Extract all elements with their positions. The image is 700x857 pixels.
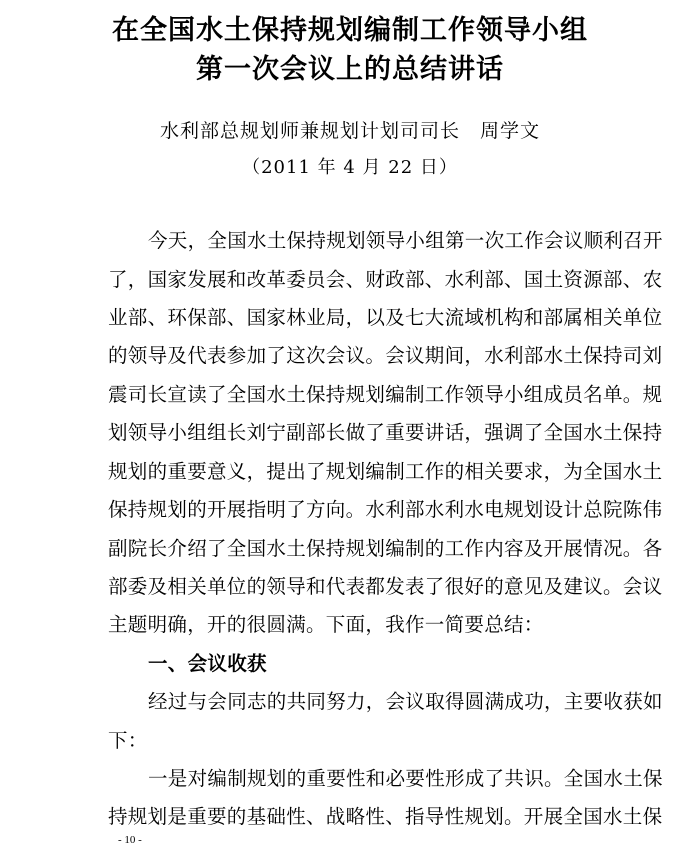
body-line: 主题明确，开的很圆满。下面，我作一简要总结：: [108, 613, 544, 636]
body-line: 部委及相关单位的领导和代表都发表了很好的意见及建议。会议: [108, 575, 663, 598]
body-line: 划领导小组组长刘宁副部长做了重要讲话，强调了全国水土保持: [108, 421, 663, 444]
body-line: 保持规划的开展指明了方向。水利部水利水电规划设计总院陈伟: [108, 498, 663, 521]
section-heading: 一、会议收获: [148, 652, 267, 675]
body-line: 副院长介绍了全国水土保持规划编制的工作内容及开展情况。各: [108, 537, 663, 560]
body-line: 经过与会同志的共同努力，会议取得圆满成功，主要收获如: [148, 690, 663, 713]
body-line: 持规划是重要的基础性、战略性、指导性规划。开展全国水土保: [108, 805, 663, 828]
page-number: - 10 -: [118, 834, 142, 846]
body-line: 今天，全国水土保持规划领导小组第一次工作会议顺利召开: [148, 229, 663, 252]
body-line: 业部、环保部、国家林业局，以及七大流域机构和部属相关单位: [108, 306, 663, 329]
author-line: 水利部总规划师兼规划计划司司长 周学文: [159, 120, 540, 142]
body-line: 的领导及代表参加了这次会议。会议期间，水利部水土保持司刘: [108, 344, 663, 367]
document-title-line-1: 在全国水土保持规划编制工作领导小组: [112, 15, 588, 46]
document-title-line-2: 第一次会议上的总结讲话: [196, 54, 504, 85]
body-line: 了，国家发展和改革委员会、财政部、水利部、国土资源部、农: [108, 268, 663, 291]
body-line: 一是对编制规划的重要性和必要性形成了共识。全国水土保: [148, 767, 663, 790]
date-line: （2011 年 4 月 22 日）: [242, 157, 458, 178]
body-line: 规划的重要意义，提出了规划编制工作的相关要求，为全国水土: [108, 460, 663, 483]
body-line: 下：: [108, 729, 148, 752]
body-line: 震司长宣读了全国水土保持规划编制工作领导小组成员名单。规: [108, 383, 663, 406]
